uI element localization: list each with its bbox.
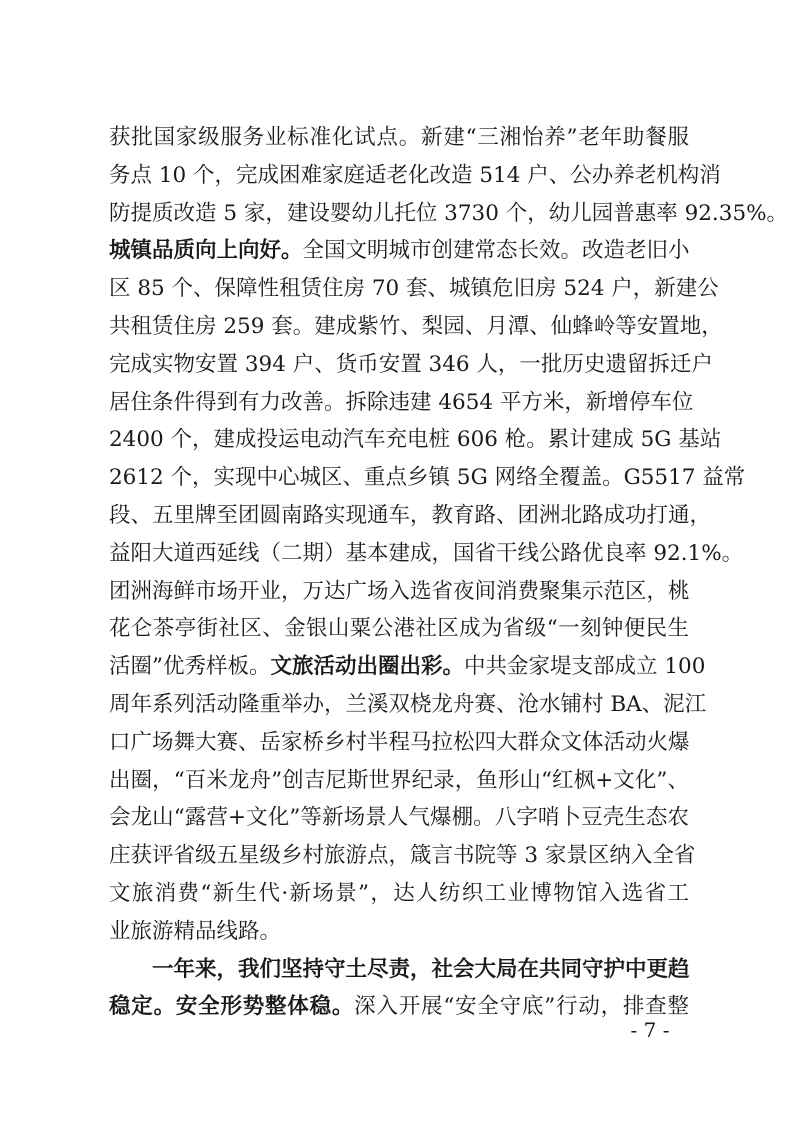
text-line <box>109 231 689 271</box>
text-line <box>109 458 746 498</box>
text-line <box>109 798 689 838</box>
paragraph-text: 业旅游精品线路。 <box>109 918 282 944</box>
paragraph-text: 口广场舞大赛、岳家桥乡村半程马拉松四大群众文体活动火爆 <box>109 729 690 755</box>
paragraph-text: 文旅消费“新生代·新场景”，达人纺织工业博物馆入选省工 <box>109 881 689 906</box>
paragraph-text: 会龙山“露营+文化”等新场景人气爆棚。八字哨卜豆壳生态农 <box>109 805 689 831</box>
text-line <box>109 836 696 876</box>
paragraph-text: 区 85 个、保障性租赁住房 70 套、城镇危旧房 524 户，新建公 <box>109 276 719 302</box>
paragraph-text: 共租赁住房 259 套。建成紫竹、梨园、月潭、仙蜂岭等安置地， <box>109 314 723 339</box>
paragraph-text: 周年系列活动隆重举办，兰溪双桡龙舟赛、沧水铺村 BA、泥江 <box>109 692 707 717</box>
text-line <box>109 194 789 234</box>
bold-heading-text: 一年来，我们坚持守土尽责，社会大局在共同守护中更趋 <box>109 956 690 982</box>
paragraph-text: 出圈，“百米龙舟”创吉尼斯世界纪录，鱼形山“红枫+文化”、 <box>109 767 689 793</box>
text-line <box>109 685 707 725</box>
paragraph-text: 完成实物安置 394 户、货币安置 346 人，一批历史遗留拆迁户 <box>109 351 713 377</box>
paragraph-text: 2400 个，建成投运电动汽车充电桩 606 枪。累计建成 5G 基站 <box>109 427 722 453</box>
text-line <box>109 950 689 990</box>
paragraph-text: 深入开展“安全守底”行动，排查整 <box>354 994 689 1020</box>
text-line <box>109 874 689 914</box>
paragraph-text: 段、五里牌至团圆南路实现通车，教育路、团洲北路成功打通， <box>109 503 712 528</box>
text-line <box>109 534 744 574</box>
paragraph-text: 活圈”优秀样板。 <box>109 654 271 680</box>
paragraph-text: 获批国家级服务业标准化试点。新建“三湘怡养”老年助餐服 <box>109 125 689 150</box>
text-line <box>109 420 722 460</box>
page-number: - 7 - <box>630 1018 670 1042</box>
text-line <box>109 572 689 612</box>
bold-heading-text: 稳定。安全形势整体稳。 <box>109 994 355 1020</box>
paragraph-text: 防提质改造 5 家，建设婴幼儿托位 3730 个，幼儿园普惠率 92.35%。 <box>109 200 789 226</box>
text-line <box>109 609 689 649</box>
text-line <box>109 345 713 385</box>
paragraph-text: 庄获评省级五星级乡村旅游点，箴言书院等 3 家景区纳入全省 <box>109 843 696 869</box>
paragraph-text: 全国文明城市创建常态长效。改造老旧小 <box>302 238 690 264</box>
text-line <box>109 496 712 536</box>
paragraph-text: 居住条件得到有力改善。拆除违建 4654 平方米，新增停车位 <box>109 389 694 415</box>
paragraph-text: 务点 10 个，完成困难家庭适老化改造 514 户、公办养老机构消 <box>109 162 721 188</box>
text-line <box>109 761 689 801</box>
paragraph-text: 2612 个，实现中心城区、重点乡镇 5G 网络全覆盖。G5517 益常 <box>109 465 746 491</box>
paragraph-text: 团洲海鲜市场开业，万达广场入选省夜间消费聚集示范区，桃 <box>109 578 690 604</box>
text-line <box>109 383 694 423</box>
paragraph-text: 花仑茶亭街社区、金银山粟公港社区成为省级“一刻钟便民生 <box>109 616 689 642</box>
paragraph-text: 益阳大道西延线（二期）基本建成，国省干线公路优良率 92.1%。 <box>109 540 744 566</box>
paragraph-text: 中共金家堤支部成立 100 <box>464 654 706 680</box>
text-line <box>109 118 689 158</box>
text-line <box>109 723 689 763</box>
text-line <box>109 647 706 687</box>
text-line <box>109 269 719 309</box>
bold-heading-text: 文旅活动出圈出彩。 <box>270 654 465 680</box>
text-line <box>109 987 689 1027</box>
text-line <box>109 156 721 196</box>
text-line <box>109 912 689 952</box>
text-line <box>109 307 723 347</box>
bold-heading-text: 城镇品质向上向好。 <box>109 238 303 264</box>
